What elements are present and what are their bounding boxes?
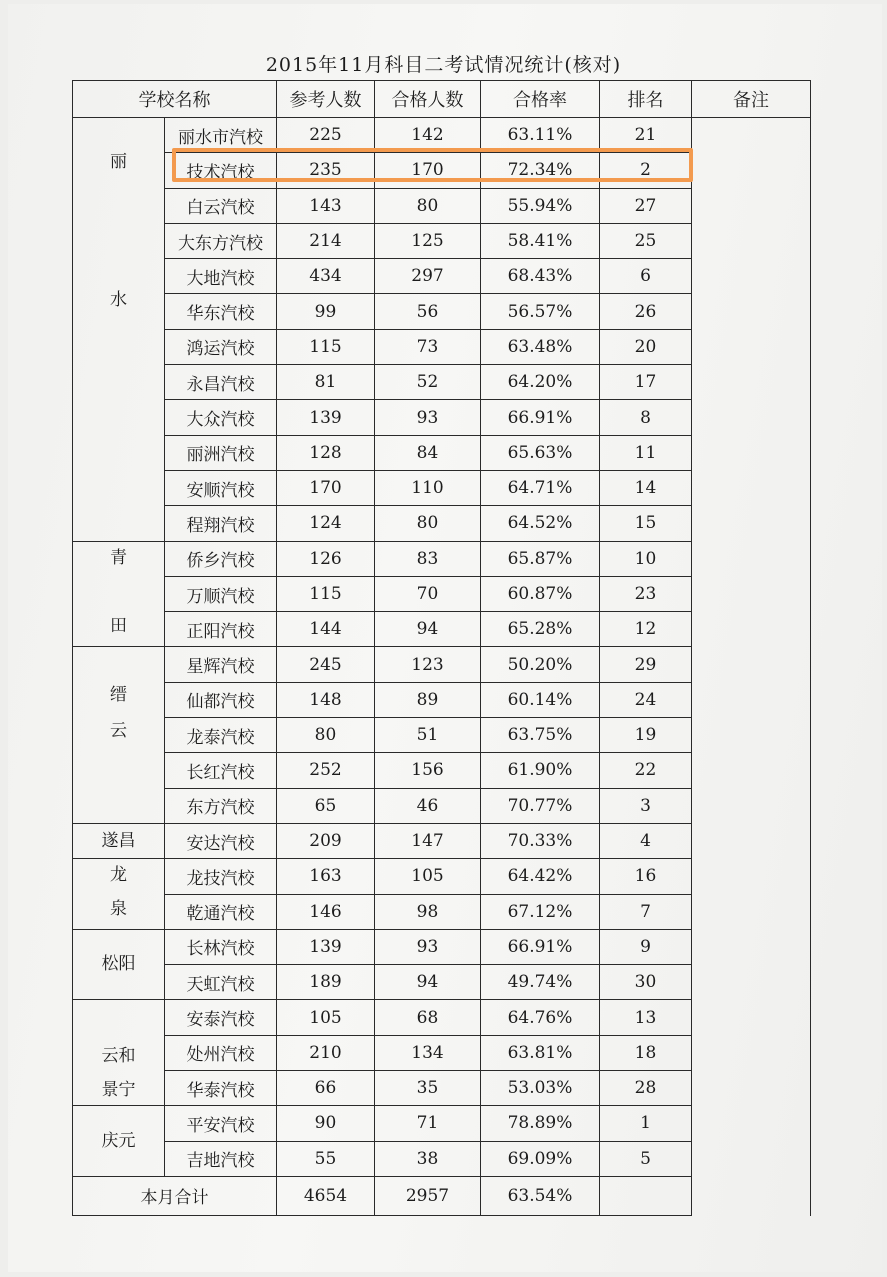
pass-rate: 61.90%	[481, 753, 600, 788]
school-name: 大众汽校	[165, 400, 277, 435]
school-name: 万顺汽校	[165, 576, 277, 611]
passed: 93	[375, 929, 481, 964]
region-label: 缙	[110, 685, 127, 706]
pass-rate: 63.81%	[481, 1035, 600, 1070]
header-passed: 合格人数	[375, 81, 481, 118]
school-name: 华东汽校	[165, 294, 277, 329]
rank: 19	[600, 718, 692, 753]
pass-rate: 72.34%	[481, 153, 600, 188]
passed: 89	[375, 682, 481, 717]
rank: 18	[600, 1035, 692, 1070]
school-name: 正阳汽校	[165, 612, 277, 647]
rank: 27	[600, 188, 692, 223]
participants: 128	[277, 435, 375, 470]
rank: 30	[600, 965, 692, 1000]
region-lishui	[73, 118, 165, 542]
passed: 46	[375, 788, 481, 823]
rank: 20	[600, 329, 692, 364]
header-school: 学校名称	[73, 81, 277, 118]
region-longquan	[73, 859, 165, 930]
pass-rate: 60.87%	[481, 576, 600, 611]
pass-rate: 64.52%	[481, 506, 600, 541]
total-rate: 63.54%	[481, 1176, 600, 1215]
passed: 147	[375, 823, 481, 858]
participants: 189	[277, 965, 375, 1000]
school-name: 乾通汽校	[165, 894, 277, 929]
rank: 11	[600, 435, 692, 470]
rank: 3	[600, 788, 692, 823]
pass-rate: 53.03%	[481, 1071, 600, 1106]
school-name: 东方汽校	[165, 788, 277, 823]
school-name: 技术汽校	[165, 153, 277, 188]
school-name: 长林汽校	[165, 929, 277, 964]
passed: 125	[375, 223, 481, 258]
participants: 144	[277, 612, 375, 647]
pass-rate: 58.41%	[481, 223, 600, 258]
school-name: 处州汽校	[165, 1035, 277, 1070]
participants: 170	[277, 470, 375, 505]
passed: 94	[375, 965, 481, 1000]
pass-rate: 55.94%	[481, 188, 600, 223]
participants: 90	[277, 1106, 375, 1141]
region-label: 丽	[110, 152, 127, 172]
school-name: 龙技汽校	[165, 859, 277, 894]
passed: 35	[375, 1071, 481, 1106]
rank: 28	[600, 1071, 692, 1106]
school-name: 侨乡汽校	[165, 541, 277, 576]
school-name: 大地汽校	[165, 259, 277, 294]
participants: 105	[277, 1000, 375, 1035]
pass-rate: 64.20%	[481, 365, 600, 400]
school-name: 天虹汽校	[165, 965, 277, 1000]
rank: 17	[600, 365, 692, 400]
rank: 23	[600, 576, 692, 611]
pass-rate: 67.12%	[481, 894, 600, 929]
rank: 29	[600, 647, 692, 682]
rank: 14	[600, 470, 692, 505]
passed: 98	[375, 894, 481, 929]
school-name: 吉地汽校	[165, 1141, 277, 1176]
participants: 143	[277, 188, 375, 223]
school-name: 大东方汽校	[165, 223, 277, 258]
passed: 94	[375, 612, 481, 647]
school-name: 平安汽校	[165, 1106, 277, 1141]
school-name: 白云汽校	[165, 188, 277, 223]
participants: 252	[277, 753, 375, 788]
region-qingyuan: 庆元	[73, 1106, 165, 1177]
header-rank: 排名	[600, 81, 692, 118]
school-name: 星辉汽校	[165, 647, 277, 682]
pass-rate: 66.91%	[481, 400, 600, 435]
participants: 126	[277, 541, 375, 576]
passed: 134	[375, 1035, 481, 1070]
pass-rate: 66.91%	[481, 929, 600, 964]
school-name: 丽水市汽校	[165, 118, 277, 153]
passed: 73	[375, 329, 481, 364]
region-label: 青	[110, 547, 127, 568]
participants: 209	[277, 823, 375, 858]
page-title: 2015年11月科目二考试情况统计(核对)	[265, 54, 622, 76]
header-remark: 备注	[692, 81, 811, 118]
header-row	[73, 81, 811, 118]
school-name: 鸿运汽校	[165, 329, 277, 364]
participants: 139	[277, 400, 375, 435]
rank: 5	[600, 1141, 692, 1176]
participants: 124	[277, 506, 375, 541]
pass-rate: 64.76%	[481, 1000, 600, 1035]
passed: 56	[375, 294, 481, 329]
participants: 225	[277, 118, 375, 153]
rank: 22	[600, 753, 692, 788]
passed: 52	[375, 365, 481, 400]
region-qingtian	[73, 541, 165, 647]
region-label: 水	[110, 290, 127, 310]
pass-rate: 64.71%	[481, 470, 600, 505]
rank: 13	[600, 1000, 692, 1035]
school-name: 程翔汽校	[165, 506, 277, 541]
pass-rate: 68.43%	[481, 259, 600, 294]
pass-rate: 60.14%	[481, 682, 600, 717]
region-songyang: 松阳	[73, 929, 165, 1000]
school-name: 永昌汽校	[165, 365, 277, 400]
pass-rate: 65.87%	[481, 541, 600, 576]
rank: 7	[600, 894, 692, 929]
participants: 146	[277, 894, 375, 929]
region-jinyun	[73, 647, 165, 823]
passed: 110	[375, 470, 481, 505]
passed: 51	[375, 718, 481, 753]
passed: 38	[375, 1141, 481, 1176]
school-name: 仙都汽校	[165, 682, 277, 717]
school-name: 丽洲汽校	[165, 435, 277, 470]
rank: 26	[600, 294, 692, 329]
rank: 25	[600, 223, 692, 258]
remark-column	[692, 118, 811, 1216]
rank: 9	[600, 929, 692, 964]
header-rate: 合格率	[481, 81, 600, 118]
participants: 163	[277, 859, 375, 894]
passed: 80	[375, 506, 481, 541]
pass-rate: 70.33%	[481, 823, 600, 858]
school-name: 龙泰汽校	[165, 718, 277, 753]
participants: 139	[277, 929, 375, 964]
passed: 93	[375, 400, 481, 435]
participants: 99	[277, 294, 375, 329]
school-name: 安泰汽校	[165, 1000, 277, 1035]
total-label: 本月合计	[73, 1176, 277, 1215]
region-label: 泉	[110, 899, 127, 920]
rank: 8	[600, 400, 692, 435]
participants: 81	[277, 365, 375, 400]
passed: 142	[375, 118, 481, 153]
passed: 71	[375, 1106, 481, 1141]
participants: 210	[277, 1035, 375, 1070]
participants: 66	[277, 1071, 375, 1106]
passed: 84	[375, 435, 481, 470]
pass-rate: 64.42%	[481, 859, 600, 894]
school-name: 安达汽校	[165, 823, 277, 858]
total-passed: 2957	[375, 1176, 481, 1215]
school-name: 华泰汽校	[165, 1071, 277, 1106]
rank: 24	[600, 682, 692, 717]
region-label: 云和	[101, 1046, 136, 1067]
region-yunhe-jingning	[73, 1000, 165, 1106]
table-row	[73, 118, 811, 153]
rank: 2	[600, 153, 692, 188]
rank: 15	[600, 506, 692, 541]
pass-rate: 65.63%	[481, 435, 600, 470]
rank: 12	[600, 612, 692, 647]
region-label: 田	[110, 615, 127, 636]
pass-rate: 70.77%	[481, 788, 600, 823]
participants: 55	[277, 1141, 375, 1176]
passed: 170	[375, 153, 481, 188]
participants: 245	[277, 647, 375, 682]
region-label: 云	[110, 721, 127, 742]
rank: 16	[600, 859, 692, 894]
participants: 235	[277, 153, 375, 188]
rank: 1	[600, 1106, 692, 1141]
participants: 65	[277, 788, 375, 823]
participants: 148	[277, 682, 375, 717]
passed: 123	[375, 647, 481, 682]
pass-rate: 56.57%	[481, 294, 600, 329]
region-suichang: 遂昌	[73, 823, 165, 858]
pass-rate: 49.74%	[481, 965, 600, 1000]
participants: 434	[277, 259, 375, 294]
rank: 4	[600, 823, 692, 858]
pass-rate: 63.48%	[481, 329, 600, 364]
passed: 70	[375, 576, 481, 611]
pass-rate: 69.09%	[481, 1141, 600, 1176]
pass-rate: 78.89%	[481, 1106, 600, 1141]
pass-rate: 65.28%	[481, 612, 600, 647]
passed: 105	[375, 859, 481, 894]
participants: 115	[277, 576, 375, 611]
passed: 80	[375, 188, 481, 223]
region-label: 景宁	[101, 1080, 136, 1101]
pass-rate: 63.75%	[481, 718, 600, 753]
exam-statistics-table	[72, 80, 811, 1216]
region-label: 龙	[110, 865, 127, 886]
passed: 83	[375, 541, 481, 576]
passed: 156	[375, 753, 481, 788]
school-name: 长红汽校	[165, 753, 277, 788]
school-name: 安顺汽校	[165, 470, 277, 505]
passed: 68	[375, 1000, 481, 1035]
rank: 21	[600, 118, 692, 153]
total-participants: 4654	[277, 1176, 375, 1215]
participants: 80	[277, 718, 375, 753]
rank: 6	[600, 259, 692, 294]
header-participants: 参考人数	[277, 81, 375, 118]
rank: 10	[600, 541, 692, 576]
pass-rate: 63.11%	[481, 118, 600, 153]
total-rank	[600, 1176, 692, 1215]
participants: 214	[277, 223, 375, 258]
participants: 115	[277, 329, 375, 364]
pass-rate: 50.20%	[481, 647, 600, 682]
passed: 297	[375, 259, 481, 294]
